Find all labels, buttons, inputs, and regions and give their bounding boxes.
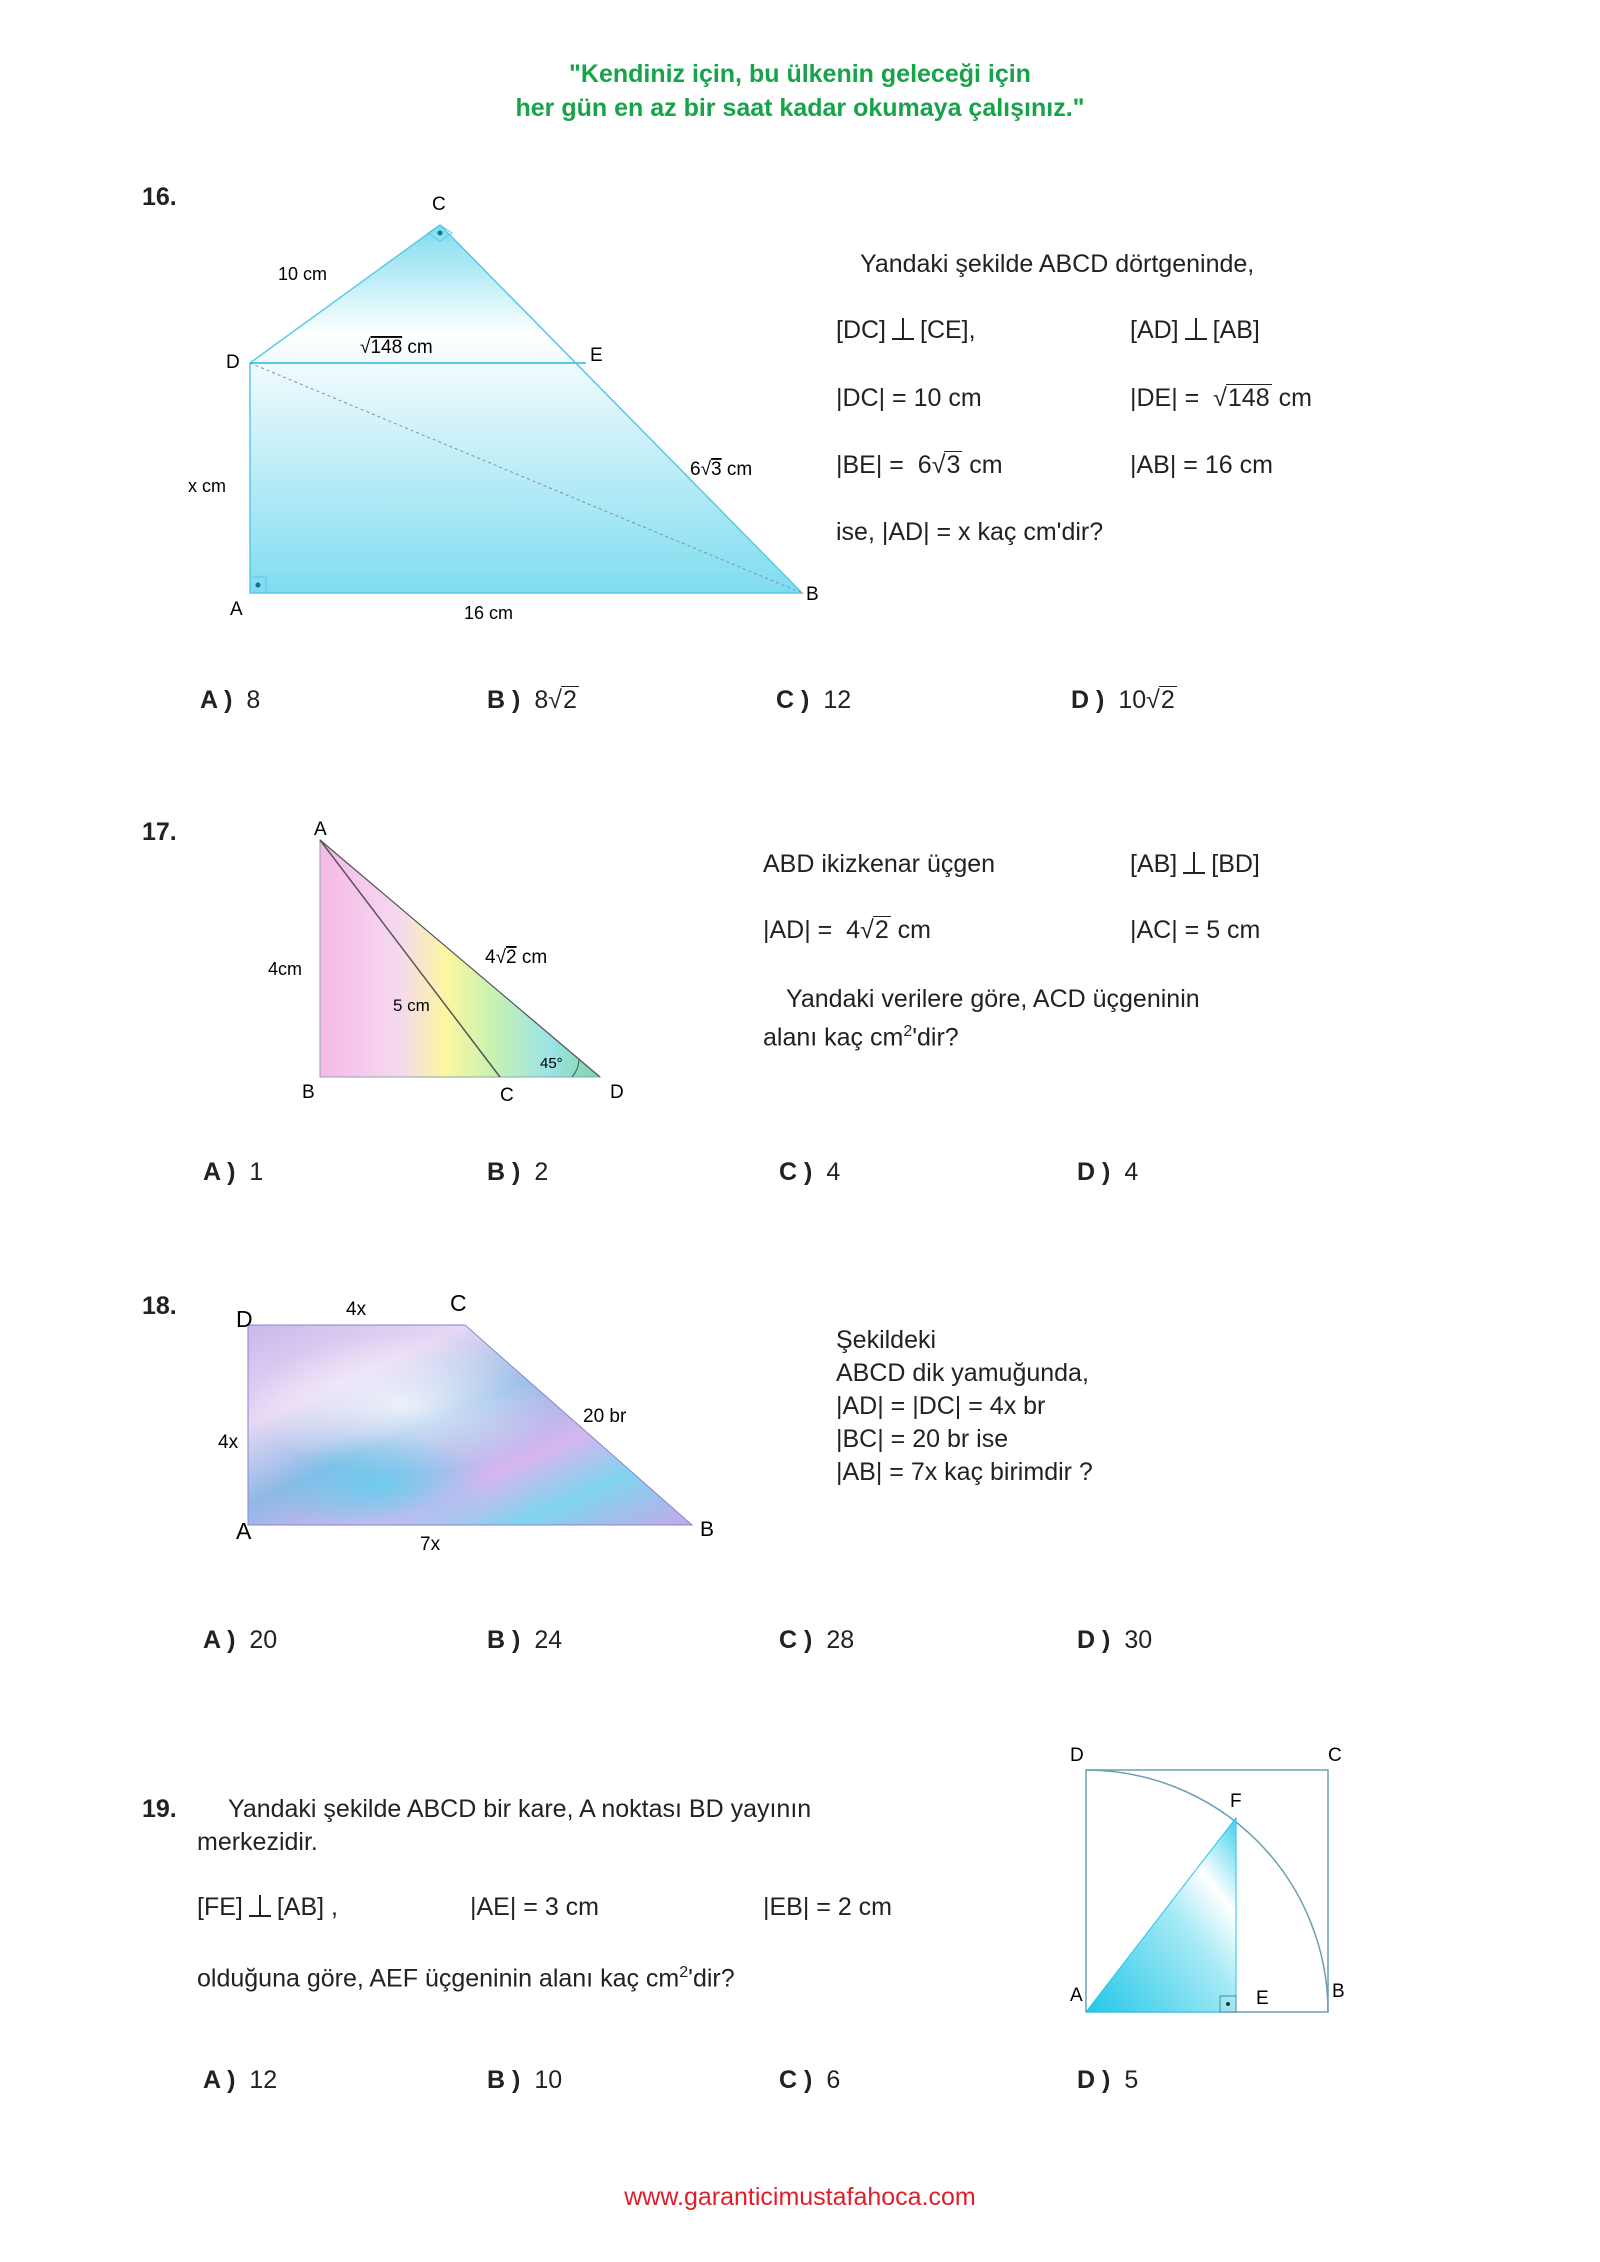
label-a: A xyxy=(314,819,327,840)
ac-length: 5 cm xyxy=(393,996,430,1015)
label-d: D xyxy=(226,352,240,373)
dc-length: 4x xyxy=(346,1299,367,1320)
q16-de: |DE| = √148 cm xyxy=(1130,384,1312,412)
right-angle-dot-e xyxy=(1226,2002,1230,2006)
q16-question: ise, |AD| = x kaç cm'dir? xyxy=(836,518,1104,546)
label-b: B xyxy=(700,1518,715,1541)
question-18-figure xyxy=(200,1285,740,1575)
q17-option-b[interactable]: B ) 2 xyxy=(487,1158,549,1186)
q16-be: |BE| = 6√3 cm xyxy=(836,451,1003,479)
question-19-number: 19. xyxy=(142,1795,177,1823)
label-a: A xyxy=(236,1518,252,1544)
q17-option-d[interactable]: D ) 4 xyxy=(1077,1158,1139,1186)
q16-option-c[interactable]: C ) 12 xyxy=(776,686,852,714)
label-c: C xyxy=(1328,1745,1342,1766)
quadrilateral-abcd xyxy=(250,225,802,593)
q19-option-b[interactable]: B ) 10 xyxy=(487,2066,563,2094)
q16-option-d[interactable]: D ) 10√2 xyxy=(1071,686,1175,714)
q19-perp-fe-ab: [FE] [AB] , xyxy=(197,1893,338,1921)
ad-length: 4√2 cm xyxy=(485,947,548,968)
q17-option-c[interactable]: C ) 4 xyxy=(779,1158,841,1186)
label-b: B xyxy=(1332,1981,1345,2002)
bc-length: 20 br xyxy=(583,1406,627,1427)
label-e: E xyxy=(1256,1988,1269,2009)
question-16-number: 16. xyxy=(142,183,177,211)
header-quote-line1: "Kendiniz için, bu ülkenin geleceği için xyxy=(569,60,1031,88)
ad-length: x cm xyxy=(188,476,226,496)
label-d: D xyxy=(610,1082,624,1103)
perpendicular-icon xyxy=(1183,852,1205,874)
q19-option-a[interactable]: A ) 12 xyxy=(203,2066,278,2094)
label-a: A xyxy=(230,599,243,620)
q19-text-line2: merkezidir. xyxy=(197,1828,318,1856)
q19-eb: |EB| = 2 cm xyxy=(763,1893,893,1921)
q19-option-c[interactable]: C ) 6 xyxy=(779,2066,841,2094)
q17-perp-ab-bd: [AB] [BD] xyxy=(1130,850,1260,878)
ab-length: 7x xyxy=(420,1534,441,1555)
label-c: C xyxy=(432,194,446,215)
label-b: B xyxy=(302,1082,315,1103)
q16-dc: |DC| = 10 cm xyxy=(836,384,982,412)
q17-isosceles: ABD ikizkenar üçgen xyxy=(763,850,996,878)
triangle-aef xyxy=(1086,1818,1236,2012)
label-d: D xyxy=(236,1306,253,1332)
q17-option-a[interactable]: A ) 1 xyxy=(203,1158,264,1186)
question-16-figure xyxy=(170,185,830,635)
q19-option-d[interactable]: D ) 5 xyxy=(1077,2066,1139,2094)
header-quote-line2: her gün en az bir saat kadar okumaya çalışınız." xyxy=(515,94,1085,122)
angle-45: 45° xyxy=(540,1055,563,1072)
q17-question-line1: Yandaki verilere göre, ACD üçgeninin xyxy=(786,985,1200,1013)
q19-text-line1: Yandaki şekilde ABCD bir kare, A noktası BD yayının xyxy=(228,1795,812,1823)
label-c: C xyxy=(500,1085,514,1106)
ab-length: 16 cm xyxy=(464,603,514,623)
question-19-figure xyxy=(1050,1735,1370,2015)
q16-intro: Yandaki şekilde ABCD dörtgeninde, xyxy=(860,250,1255,278)
q18-option-a[interactable]: A ) 20 xyxy=(203,1626,278,1654)
question-18-number: 18. xyxy=(142,1292,177,1320)
dc-length: 10 cm xyxy=(278,264,328,284)
q16-option-a[interactable]: A ) 8 xyxy=(200,686,261,714)
q16-perp-dc-ce: [DC] [CE], xyxy=(836,316,976,344)
q18-text-line4: |BC| = 20 br ise xyxy=(836,1425,1009,1453)
label-f: F xyxy=(1230,1791,1242,1812)
q16-option-b[interactable]: B ) 8√2 xyxy=(487,686,577,714)
q18-text-line2: ABCD dik yamuğunda, xyxy=(836,1359,1089,1387)
q17-ac: |AC| = 5 cm xyxy=(1130,916,1261,944)
perpendicular-icon xyxy=(1185,318,1207,340)
label-b: B xyxy=(806,584,819,605)
label-a: A xyxy=(1070,1985,1083,2006)
question-17-figure xyxy=(250,815,650,1115)
q18-option-c[interactable]: C ) 28 xyxy=(779,1626,855,1654)
label-e: E xyxy=(590,345,603,366)
ad-length: 4x xyxy=(218,1432,239,1453)
q19-question: olduğuna göre, AEF üçgeninin alanı kaç $cm^2'dir$? xyxy=(197,1964,735,1993)
q16-perp-ad-ab: [AD] [AB] xyxy=(1130,316,1260,344)
q17-question-line2: alanı kaç $cm^2'dir$? xyxy=(763,1023,959,1052)
label-c: C xyxy=(450,1290,467,1316)
q18-text-line1: Şekildeki xyxy=(836,1326,937,1354)
right-angle-dot-c xyxy=(438,231,443,236)
be-length: 6√3 cm xyxy=(690,459,753,480)
q18-text-line3: |AD| = |DC| = 4x br xyxy=(836,1392,1046,1420)
q17-ad: |AD| = 4√2 cm xyxy=(763,916,931,944)
label-d: D xyxy=(1070,1745,1084,1766)
q19-ae: |AE| = 3 cm xyxy=(470,1893,600,1921)
q18-option-d[interactable]: D ) 30 xyxy=(1077,1626,1153,1654)
right-angle-dot-a xyxy=(256,583,261,588)
q18-text-line5: |AB| = 7x kaç birimdir ? xyxy=(836,1458,1093,1486)
footer-url[interactable]: www.garanticimustafahoca.com xyxy=(624,2183,976,2211)
ab-length: 4cm xyxy=(268,959,303,979)
de-length: √148 cm xyxy=(360,337,433,358)
q16-ab: |AB| = 16 cm xyxy=(1130,451,1273,479)
perpendicular-icon xyxy=(892,318,914,340)
question-17-number: 17. xyxy=(142,818,177,846)
q18-option-b[interactable]: B ) 24 xyxy=(487,1626,563,1654)
perpendicular-icon xyxy=(249,1895,271,1917)
